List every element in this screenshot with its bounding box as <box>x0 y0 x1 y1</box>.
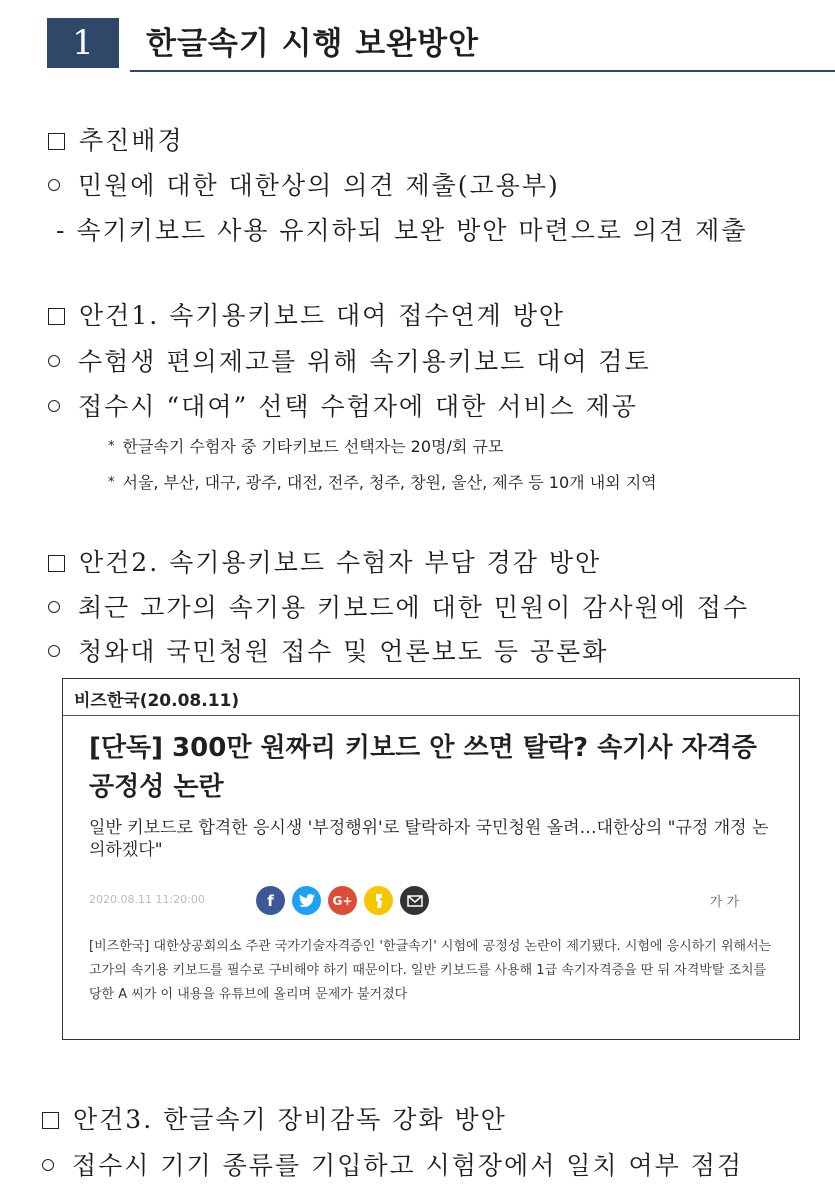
news-body: [비즈한국] 대한상공회의소 주관 국가기술자격증인 '한글속기' 시험에 공정성 논란이 제기됐다. 시험에 응시하기 위해서는 고가의 속기용 키보드를 필수로 구비해야 하기 때문이다. 일반 키보드를 사용해 1급 속기자격증을 딴 뒤 자격박탈 조치를 당한 A 씨가 이 내용을 유튜브에 올리며 문제가 불거졌다 <box>89 939 772 1002</box>
asterisk-icon: * <box>108 475 115 490</box>
heading-agenda-1 <box>48 296 565 332</box>
email-icon[interactable] <box>400 886 429 915</box>
circle-bullet-icon <box>48 179 60 191</box>
dash-item: - 속기키보드 사용 유지하되 보완 방안 마련으로 의견 제출 <box>56 216 748 245</box>
bullet-item <box>48 632 608 668</box>
font-size-control[interactable]: 가 가 <box>709 895 739 910</box>
bullet-text: 민원에 대한 대한상의 의견 제출(고용부) <box>78 171 560 200</box>
share-icons <box>256 886 429 915</box>
news-source-bar <box>63 679 799 716</box>
bullet-text: 최근 고가의 속기용 키보드에 대한 민원이 감사원에 접수 <box>78 593 750 622</box>
note-item <box>108 434 503 457</box>
bullet-text: 접수시 기기 종류를 기입하고 시험장에서 일치 여부 점검 <box>72 1151 744 1180</box>
note-text: 한글속기 수험자 중 기타키보드 선택자는 20명/회 규모 <box>122 437 504 456</box>
note-text: 서울, 부산, 대구, 광주, 대전, 전주, 청주, 창원, 울산, 제주 등 10개 내외 지역 <box>122 473 657 492</box>
note-item <box>108 470 657 493</box>
news-headline: [단독] 300만 원짜리 키보드 안 쓰면 탈락? 속기사 자격증 공정성 논란 <box>89 733 757 802</box>
heading-text: 안건3. 한글속기 장비감독 강화 방안 <box>73 1105 507 1134</box>
section-number-box: 1 <box>47 18 119 68</box>
circle-bullet-icon <box>48 645 60 657</box>
twitter-bird-glyph <box>299 894 315 908</box>
square-bullet-icon <box>48 555 65 572</box>
circle-bullet-icon <box>48 355 60 367</box>
kakao-story-icon[interactable] <box>364 886 393 915</box>
news-clipping <box>62 678 800 1040</box>
facebook-icon[interactable]: f <box>256 886 285 915</box>
news-date: 2020.08.11 11:20:00 <box>89 893 205 906</box>
heading-agenda-3 <box>42 1100 507 1136</box>
bullet-item <box>48 342 651 378</box>
bullet-item <box>42 1146 743 1182</box>
square-bullet-icon <box>42 1112 59 1129</box>
bullet-item <box>48 166 560 202</box>
heading-background <box>48 121 184 157</box>
bullet-item <box>48 387 638 423</box>
bullet-text: 접수시 “대여” 선택 수험자에 대한 서비스 제공 <box>78 392 638 421</box>
page-title: 한글속기 시행 보완방안 <box>146 26 480 62</box>
circle-bullet-icon <box>42 1159 54 1171</box>
bullet-item <box>48 588 749 624</box>
google-plus-icon[interactable]: G+ <box>328 886 357 915</box>
square-bullet-icon <box>48 308 65 325</box>
twitter-icon[interactable] <box>292 886 321 915</box>
heading-agenda-2 <box>48 543 601 579</box>
news-source: 비즈한국(20.08.11) <box>74 691 240 711</box>
asterisk-icon: * <box>108 439 115 454</box>
heading-text: 안건2. 속기용키보드 수험자 부담 경감 방안 <box>79 548 602 577</box>
bullet-text: 수험생 편의제고를 위해 속기용키보드 대여 검토 <box>78 347 651 376</box>
heading-text: 안건1. 속기용키보드 대여 접수연계 방안 <box>79 301 566 330</box>
bullet-text: 청와대 국민청원 접수 및 언론보도 등 공론화 <box>78 637 609 666</box>
kakao-glyph <box>373 893 385 909</box>
news-subheadline: 일반 키보드로 합격한 응시생 '부정행위'로 탈락하자 국민청원 올려…대한상의 "규정 개정 논의하겠다" <box>89 818 769 860</box>
circle-bullet-icon <box>48 601 60 613</box>
heading-text: 추진배경 <box>79 126 184 155</box>
square-bullet-icon <box>48 133 65 150</box>
envelope-glyph <box>407 895 423 907</box>
circle-bullet-icon <box>48 400 60 412</box>
title-underline <box>130 70 835 72</box>
section-header <box>0 0 835 75</box>
